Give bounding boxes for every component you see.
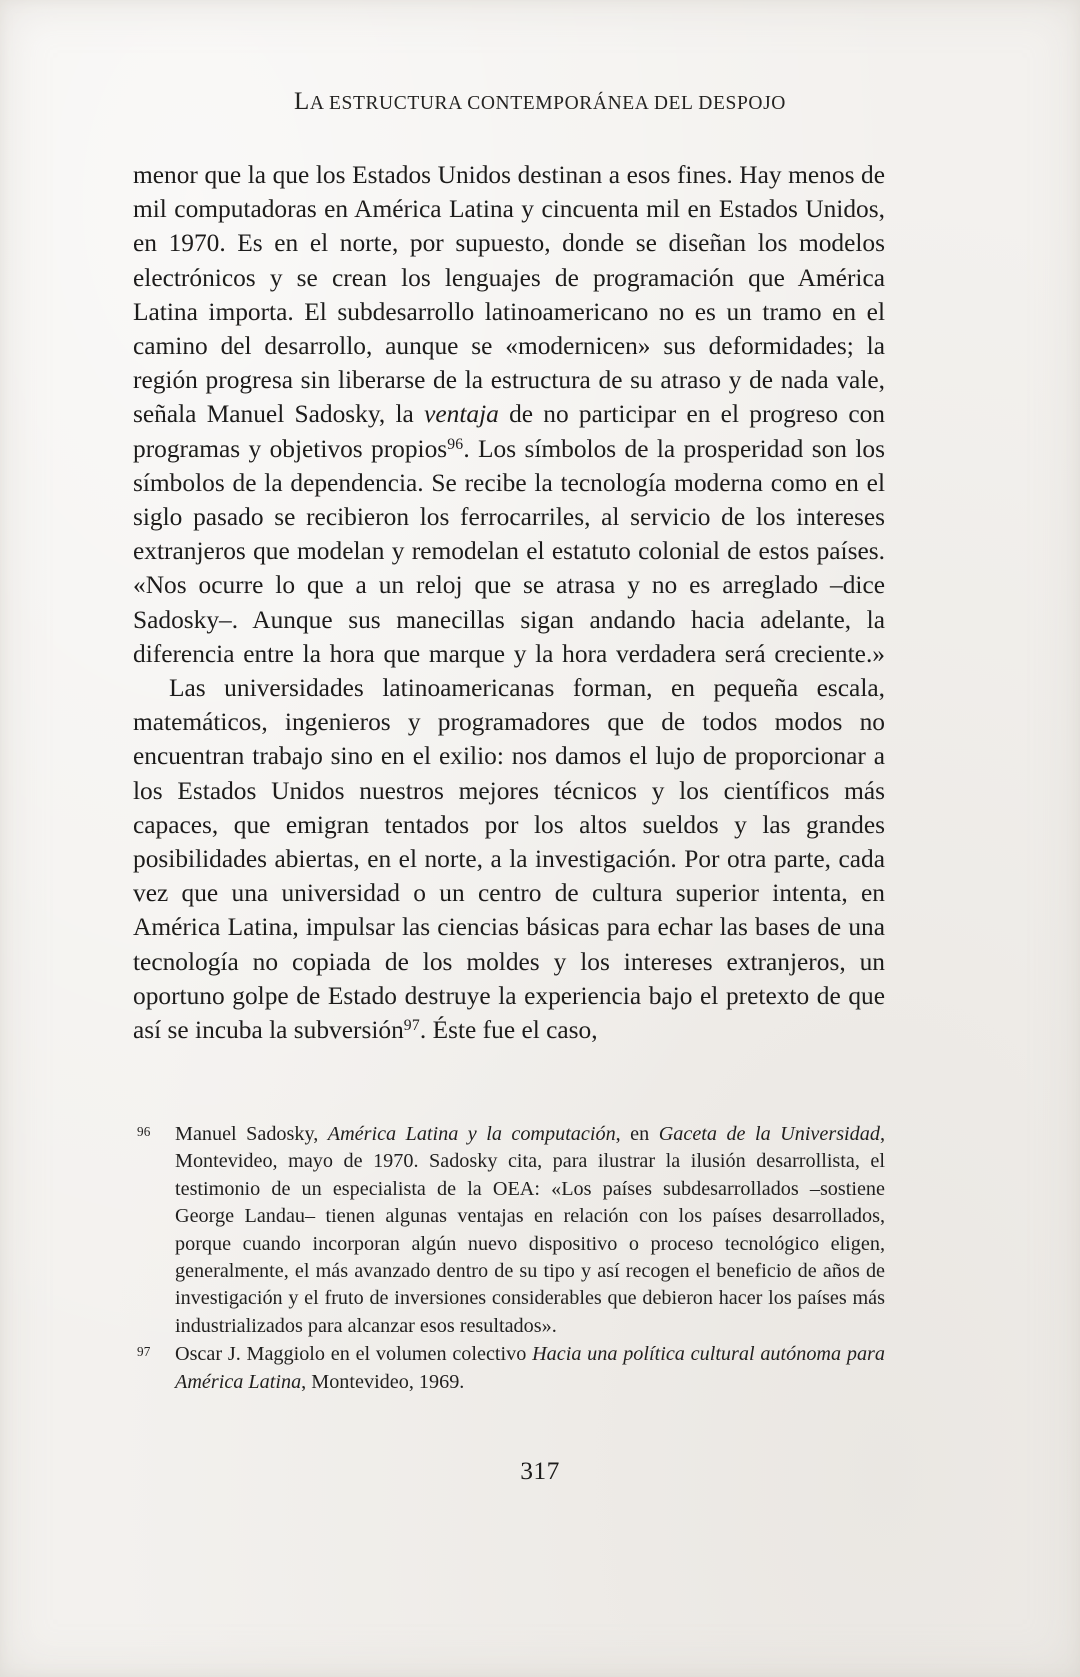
footnote-reference[interactable]: 96 (447, 435, 464, 453)
body-text-block (133, 158, 885, 1047)
footnote-block (133, 1121, 885, 1396)
footnote-reference[interactable]: 97 (403, 1016, 420, 1034)
running-head-text: A ESTRUCTURA CONTEMPORÁNEA DEL DESPOJO (309, 93, 786, 114)
italic-title: Gaceta de la Universidad (658, 1123, 880, 1145)
italic-title: ventaja (424, 400, 499, 429)
italic-title: Hacia una política cultural autónoma para América Latina (175, 1343, 885, 1393)
running-head-initial: L (294, 88, 310, 115)
paragraph-universidades: Las universidades latinoamericanas forman, en pequeña escala, matemáticos, ingenieros y programadores que de todos modos no encuentran trabajo sino en el exilio: nos damos el lujo de proporcionar a los Estados Unidos nuestros mejores técnicos y los científicos más capaces, que emigran tentados por los altos sueldos y las grandes posibilidades abiertas, en el norte, a la investigación. Por otra parte, cada vez que una universidad o un centro de cultura superior intenta, en América Latina, impulsar las ciencias básicas para echar las bases de una tecnología no copiada de los moldes y los intereses extranjeros, un oportuno golpe de Estado destruye la experiencia bajo el pretexto de que así se incuba la subversión$^{97}$. Éste fue el caso, (133, 674, 885, 1045)
running-head (0, 88, 1080, 116)
paragraph-continuation: menor que la que los Estados Unidos destinan a esos fines. Hay menos de mil computadoras en América Latina y cincuenta mil en Estados Unidos, en 1970. Es en el norte, por supuesto, donde se diseñan los modelos electrónicos y se crean los lenguajes de programación que América Latina importa. El subdesarrollo latinoamericano no es un tramo en el camino del desarrollo, aunque se «modernicen» sus deformidades; la región progresa sin liberarse de la estructura de su atraso y de nada vale, señala Manuel Sadosky, la ventaja de no participar en el progreso con programas y objetivos propios$^{96}$. Los símbolos de la prosperidad son los símbolos de la dependencia. Se recibe la tecnología moderna como en el siglo pasado se recibieron los ferrocarriles, al servicio de los intereses extranjeros que modelan y remodelan el estatuto colonial de estos países. «Nos ocurre lo que a un reloj que se atrasa y no es arreglado –dice Sadosky–. Aunque sus manecillas sigan andando hacia adelante, la diferencia entre la hora que marque y la hora verdadera será creciente.» (133, 161, 886, 668)
italic-title: América Latina y la computación (327, 1123, 616, 1145)
footnote-marker: 96 (137, 1124, 151, 1139)
footnote-text: Oscar J. Maggiolo en el volumen colectivo Hacia una política cultural autónoma para América Latina, Montevideo, 1969. (175, 1343, 885, 1393)
footnote-text: Manuel Sadosky, América Latina y la computación, en Gaceta de la Universidad, Montevideo, mayo de 1970. Sadosky cita, para ilustrar la ilusión desarrollista, el testimonio de un especialista de la OEA: «Los países subdesarrollados –sostiene George Landau– tienen algunas ventajas en relación con los países desarrollados, porque cuando incorporan algún nuevo dispositivo o proceso tecnológico eligen, generalmente, el más avanzado dentro de su tipo y así recogen el beneficio de años de investigación y el fruto de inversiones considerables que debieron hacer los países más industrializados para alcanzar esos resultados». (175, 1123, 885, 1337)
footnote-marker: 97 (137, 1344, 151, 1360)
footnote-96 (133, 1121, 885, 1340)
footnote-97 (133, 1341, 885, 1396)
page-number: 317 (520, 1456, 560, 1485)
